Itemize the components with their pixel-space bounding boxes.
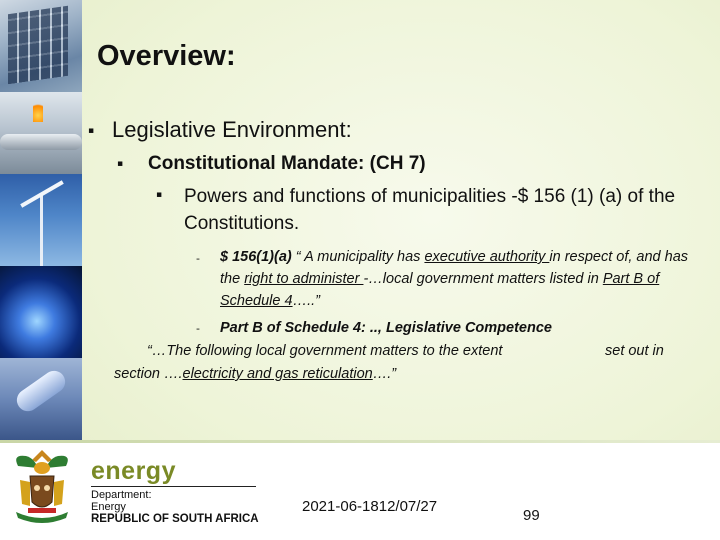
country-name: REPUBLIC OF SOUTH AFRICA (91, 513, 259, 525)
quote-underlined: right to administer (244, 271, 364, 287)
solar-panel-image (0, 0, 82, 92)
quote-schedule-text: “…The following local government matters to the extent (147, 343, 503, 359)
quote-underlined: executive authority (424, 249, 550, 265)
department-label: Department: (91, 489, 152, 501)
wind-turbine-image (0, 174, 82, 266)
bullet-level3: Powers and functions of municipalities -$ 156 (1) (a) of the Constitutions. (184, 186, 676, 234)
quote-schedule-heading: Part B of Schedule 4: .., Legislative Competence (220, 320, 552, 336)
bullet-icon: ▪ (117, 159, 124, 169)
bullet-icon: ▪ (88, 126, 95, 136)
quote-text: “ A municipality has (295, 249, 425, 265)
bullet-level1: Legislative Environment: (112, 117, 352, 142)
quote-underlined: Part B of Schedule 4 (220, 271, 660, 309)
page-number: 99 (523, 507, 540, 524)
coat-of-arms-icon (8, 446, 76, 530)
dash-bullet-icon: - (196, 252, 200, 265)
footer-divider (0, 440, 720, 443)
brand-divider (91, 486, 256, 487)
brand-wordmark: energy (91, 457, 176, 485)
energy-tube-image (0, 358, 82, 440)
gas-pipeline-image (0, 92, 82, 174)
quote-text: …..” (292, 293, 320, 309)
quote-schedule-text-end: set out in (605, 343, 664, 359)
gas-flame-image (0, 266, 82, 358)
department-name: Energy (91, 501, 126, 513)
bullet-icon: ▪ (156, 190, 163, 200)
slide-title: Overview: (97, 40, 236, 72)
quote-underlined: electricity and gas reticulation (182, 366, 373, 382)
quote-ref: $ 156(1)(a) (220, 249, 296, 265)
quote-text: section …. (114, 366, 183, 382)
quote-text: ….” (372, 366, 397, 382)
footer-date: 2021-06-1812/07/27 (302, 498, 438, 515)
quote-schedule-text-line2 (114, 363, 396, 385)
quote-section-156 (220, 246, 700, 312)
bullet-level2: Constitutional Mandate: (CH 7) (148, 153, 426, 174)
quote-text: -…local government matters listed in (363, 271, 603, 287)
energy-image-strip (0, 0, 82, 440)
dash-bullet-icon: - (196, 322, 200, 335)
quote-text: in respect of, and has the (220, 249, 689, 287)
